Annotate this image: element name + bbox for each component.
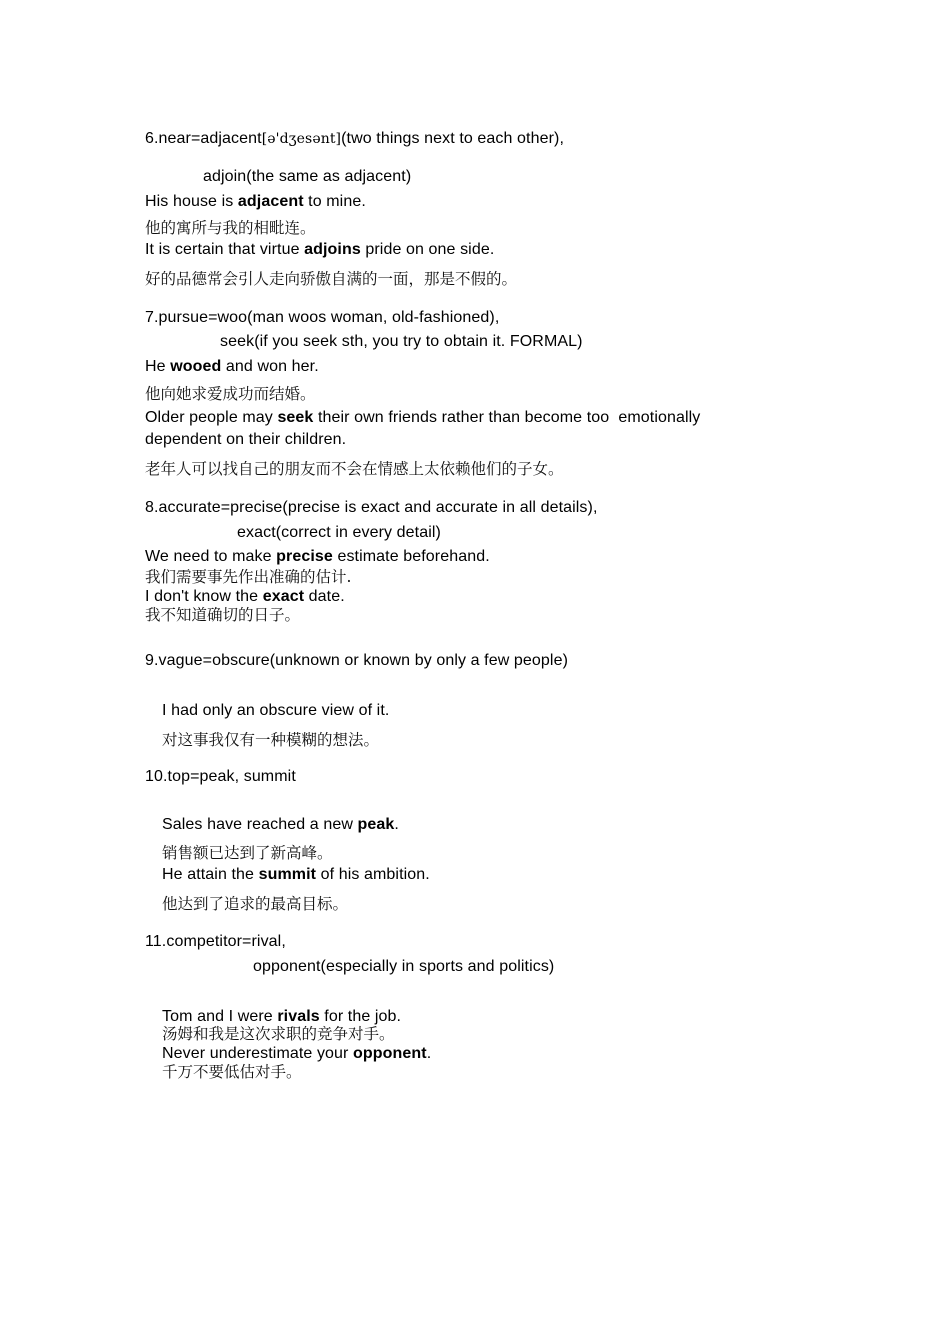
- example-text: pride on one side.: [360, 241, 495, 258]
- chinese-translation: 他的寓所与我的相毗连。: [145, 219, 316, 237]
- example-text: Older people may: [145, 409, 278, 426]
- heading-definition: (two things next to each other),: [341, 130, 564, 147]
- example-sentence: [145, 192, 366, 212]
- example-sentence: [145, 587, 345, 607]
- example-text: He attain the: [162, 866, 259, 883]
- example-text: estimate beforehand.: [332, 548, 490, 565]
- chinese-translation: 千万不要低估对手。: [162, 1063, 302, 1081]
- example-text: Sales have reached a new: [162, 816, 358, 833]
- example-keyword: precise: [276, 548, 333, 565]
- example-sentence: [145, 547, 490, 567]
- example-text: His house is: [145, 193, 238, 210]
- example-text: He: [145, 358, 171, 375]
- chinese-translation: 好的品德常会引人走向骄傲自满的一面，那是不假的。: [145, 270, 518, 288]
- example-sentence: [162, 815, 399, 835]
- example-sentence: I had only an obscure view of it.: [162, 702, 390, 719]
- example-keyword: opponent: [353, 1045, 427, 1062]
- example-text: to mine.: [303, 193, 366, 210]
- example-text: .: [426, 1045, 432, 1062]
- chinese-translation: 他达到了追求的最高目标。: [162, 895, 349, 913]
- example-sentence: [145, 240, 494, 260]
- example-text: It is certain that virtue: [145, 241, 305, 258]
- example-sentence: [145, 357, 319, 377]
- example-text: and won her.: [221, 358, 319, 375]
- chinese-translation: 汤姆和我是这次求职的竞争对手。: [162, 1025, 395, 1043]
- entry-heading: 10.top=peak, summit: [145, 768, 296, 785]
- chinese-translation: 老年人可以找自己的朋友而不会在情感上太依赖他们的子女。: [145, 460, 564, 478]
- example-text: their own friends rather than become too emotionally: [313, 409, 701, 426]
- entry-heading: 9.vague=obscure(unknown or known by only a few people): [145, 652, 568, 669]
- chinese-translation: 我们需要事先作出准确的估计.: [145, 568, 352, 586]
- example-text: of his ambition.: [316, 866, 430, 883]
- entry-heading: 7.pursue=woo(man woos woman, old-fashioned),: [145, 309, 500, 326]
- synonym-line: opponent(especially in sports and politics): [253, 958, 555, 975]
- example-keyword: adjoins: [304, 241, 361, 258]
- example-sentence: [145, 408, 700, 428]
- example-text: .: [394, 816, 399, 833]
- example-text: date.: [304, 588, 345, 605]
- synonym-line: seek(if you seek sth, you try to obtain it. FORMAL): [220, 333, 583, 350]
- chinese-translation: 销售额已达到了新高峰。: [162, 844, 333, 862]
- example-keyword: summit: [258, 866, 317, 883]
- example-sentence: [162, 865, 430, 885]
- example-text: We need to make: [145, 548, 277, 565]
- synonym-line: adjoin(the same as adjacent): [203, 168, 412, 185]
- example-keyword: adjacent: [237, 193, 304, 210]
- example-keyword: seek: [277, 409, 314, 426]
- entry-heading: 8.accurate=precise(precise is exact and accurate in all details),: [145, 499, 598, 516]
- example-text: for the job.: [319, 1008, 402, 1025]
- example-keyword: exact: [262, 588, 305, 605]
- example-text: Tom and I were: [162, 1008, 278, 1025]
- heading-term: 6.near=adjacent: [145, 130, 262, 147]
- example-text: Never underestimate your: [162, 1045, 354, 1062]
- example-text: I don't know the: [145, 588, 263, 605]
- example-sentence-continuation: dependent on their children.: [145, 431, 347, 448]
- synonym-line: exact(correct in every detail): [237, 524, 441, 541]
- entry-heading: [145, 129, 564, 149]
- phonetic-transcription: [ə'dʒesənt]: [261, 131, 342, 147]
- example-keyword: wooed: [170, 358, 222, 375]
- example-keyword: rivals: [277, 1008, 320, 1025]
- chinese-translation: 他向她求爱成功而结婚。: [145, 385, 316, 403]
- entry-heading: 11.competitor=rival,: [145, 933, 286, 950]
- chinese-translation: 我不知道确切的日子。: [145, 606, 301, 624]
- example-keyword: peak: [357, 816, 395, 833]
- chinese-translation: 对这事我仅有一种模糊的想法。: [162, 731, 380, 749]
- example-sentence: [162, 1044, 431, 1064]
